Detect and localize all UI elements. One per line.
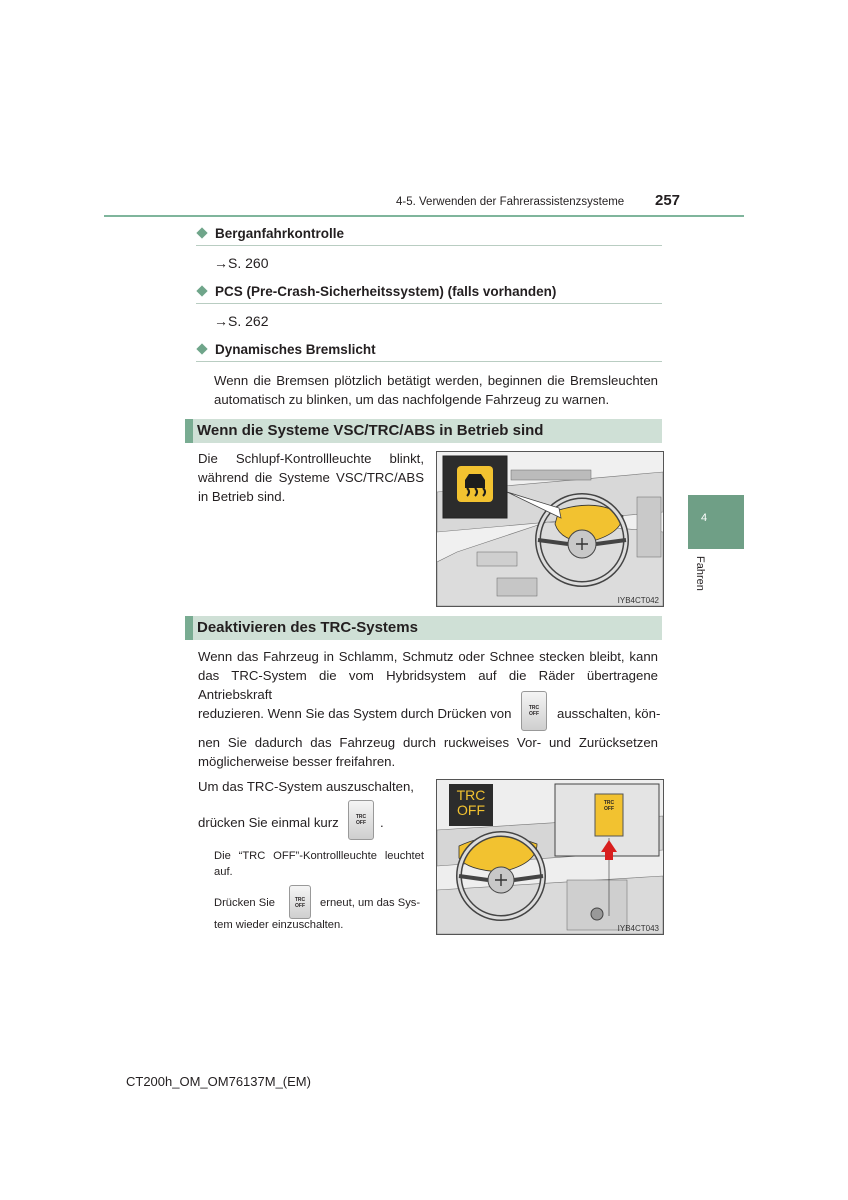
running-header: 4-5. Verwenden der Fahrerassistenzsysteme [396,196,625,208]
dashboard-illustration [437,452,663,606]
section-heading-band [185,419,662,443]
diamond-icon [196,343,207,354]
section-heading-band [185,616,662,640]
paragraph: Die Schlupf-Kontrollleuchte blinkt, während die Systeme VSC/TRC/ABS in Betrieb sind. [198,451,424,504]
divider [196,361,662,362]
chapter-number: 4 [700,512,708,524]
figure-dashboard-slip [436,451,664,607]
note-text: erneut, um das Sys- [320,897,421,909]
figure-trc-off [436,779,664,935]
header-rule [104,215,744,217]
paragraph: Wenn die Bremsen plötzlich betätigt werden, beginnen die Bremsleuchten automatisch zu blinken, um das nachfolgende Fahrzeug zu warnen. [214,373,658,407]
trc-off-button-icon: TRC OFF [348,800,374,840]
paragraph: Wenn das Fahrzeug in Schlamm, Schmutz oder Schnee stecken bleibt, kann das TRC-System die vom Hybridsystem auf die Räder übertragene Antriebskraft [198,649,658,702]
note-text: tem wieder einzuschalten. [214,919,344,931]
paragraph-line: reduzieren. Wenn Sie das System durch Drücken von [198,706,512,721]
page-reference[interactable]: →S. 260 [214,255,269,271]
trc-off-switch: TRC OFF [603,800,615,812]
section-heading: Wenn die Systeme VSC/TRC/ABS in Betrieb sind [197,422,544,439]
figure-code: IYB4CT042 [617,596,659,605]
bullet-heading: PCS (Pre-Crash-Sicherheitssystem) (falls vorhanden) [196,284,662,299]
page-number: 257 [655,192,681,209]
trc-off-button-icon: TRC OFF [521,691,547,731]
divider [196,245,662,246]
page-reference[interactable]: →S. 262 [214,313,269,329]
bullet-heading: Berganfahrkontrolle [196,226,662,241]
bullet-heading: Dynamisches Bremslicht [196,342,662,357]
section-heading: Deaktivieren des TRC-Systems [197,619,418,636]
paragraph-line: ausschalten, kön- [557,706,661,721]
chapter-label: Fahren [694,556,706,591]
figure-code: IYB4CT043 [617,924,659,933]
diamond-icon [196,285,207,296]
step-text: Um das TRC-System auszuschalten, [198,779,414,794]
step-punctuation: . [380,815,384,830]
diamond-icon [196,227,207,238]
note-text: Die “TRC OFF”-Kontrollleuchte leuchtet auf. [214,850,424,878]
document-code: CT200h_OM_OM76137M_(EM) [126,1074,311,1089]
trc-off-button-icon: TRC OFF [289,885,311,919]
note-text: Drücken Sie [214,897,275,909]
trc-off-indicator: TRC OFF [456,787,486,818]
paragraph: nen Sie dadurch das Fahrzeug durch ruckweises Vor- und Zurücksetzen möglicherweise besser freifahren. [198,735,658,769]
divider [196,303,662,304]
step-text: drücken Sie einmal kurz [198,815,339,830]
